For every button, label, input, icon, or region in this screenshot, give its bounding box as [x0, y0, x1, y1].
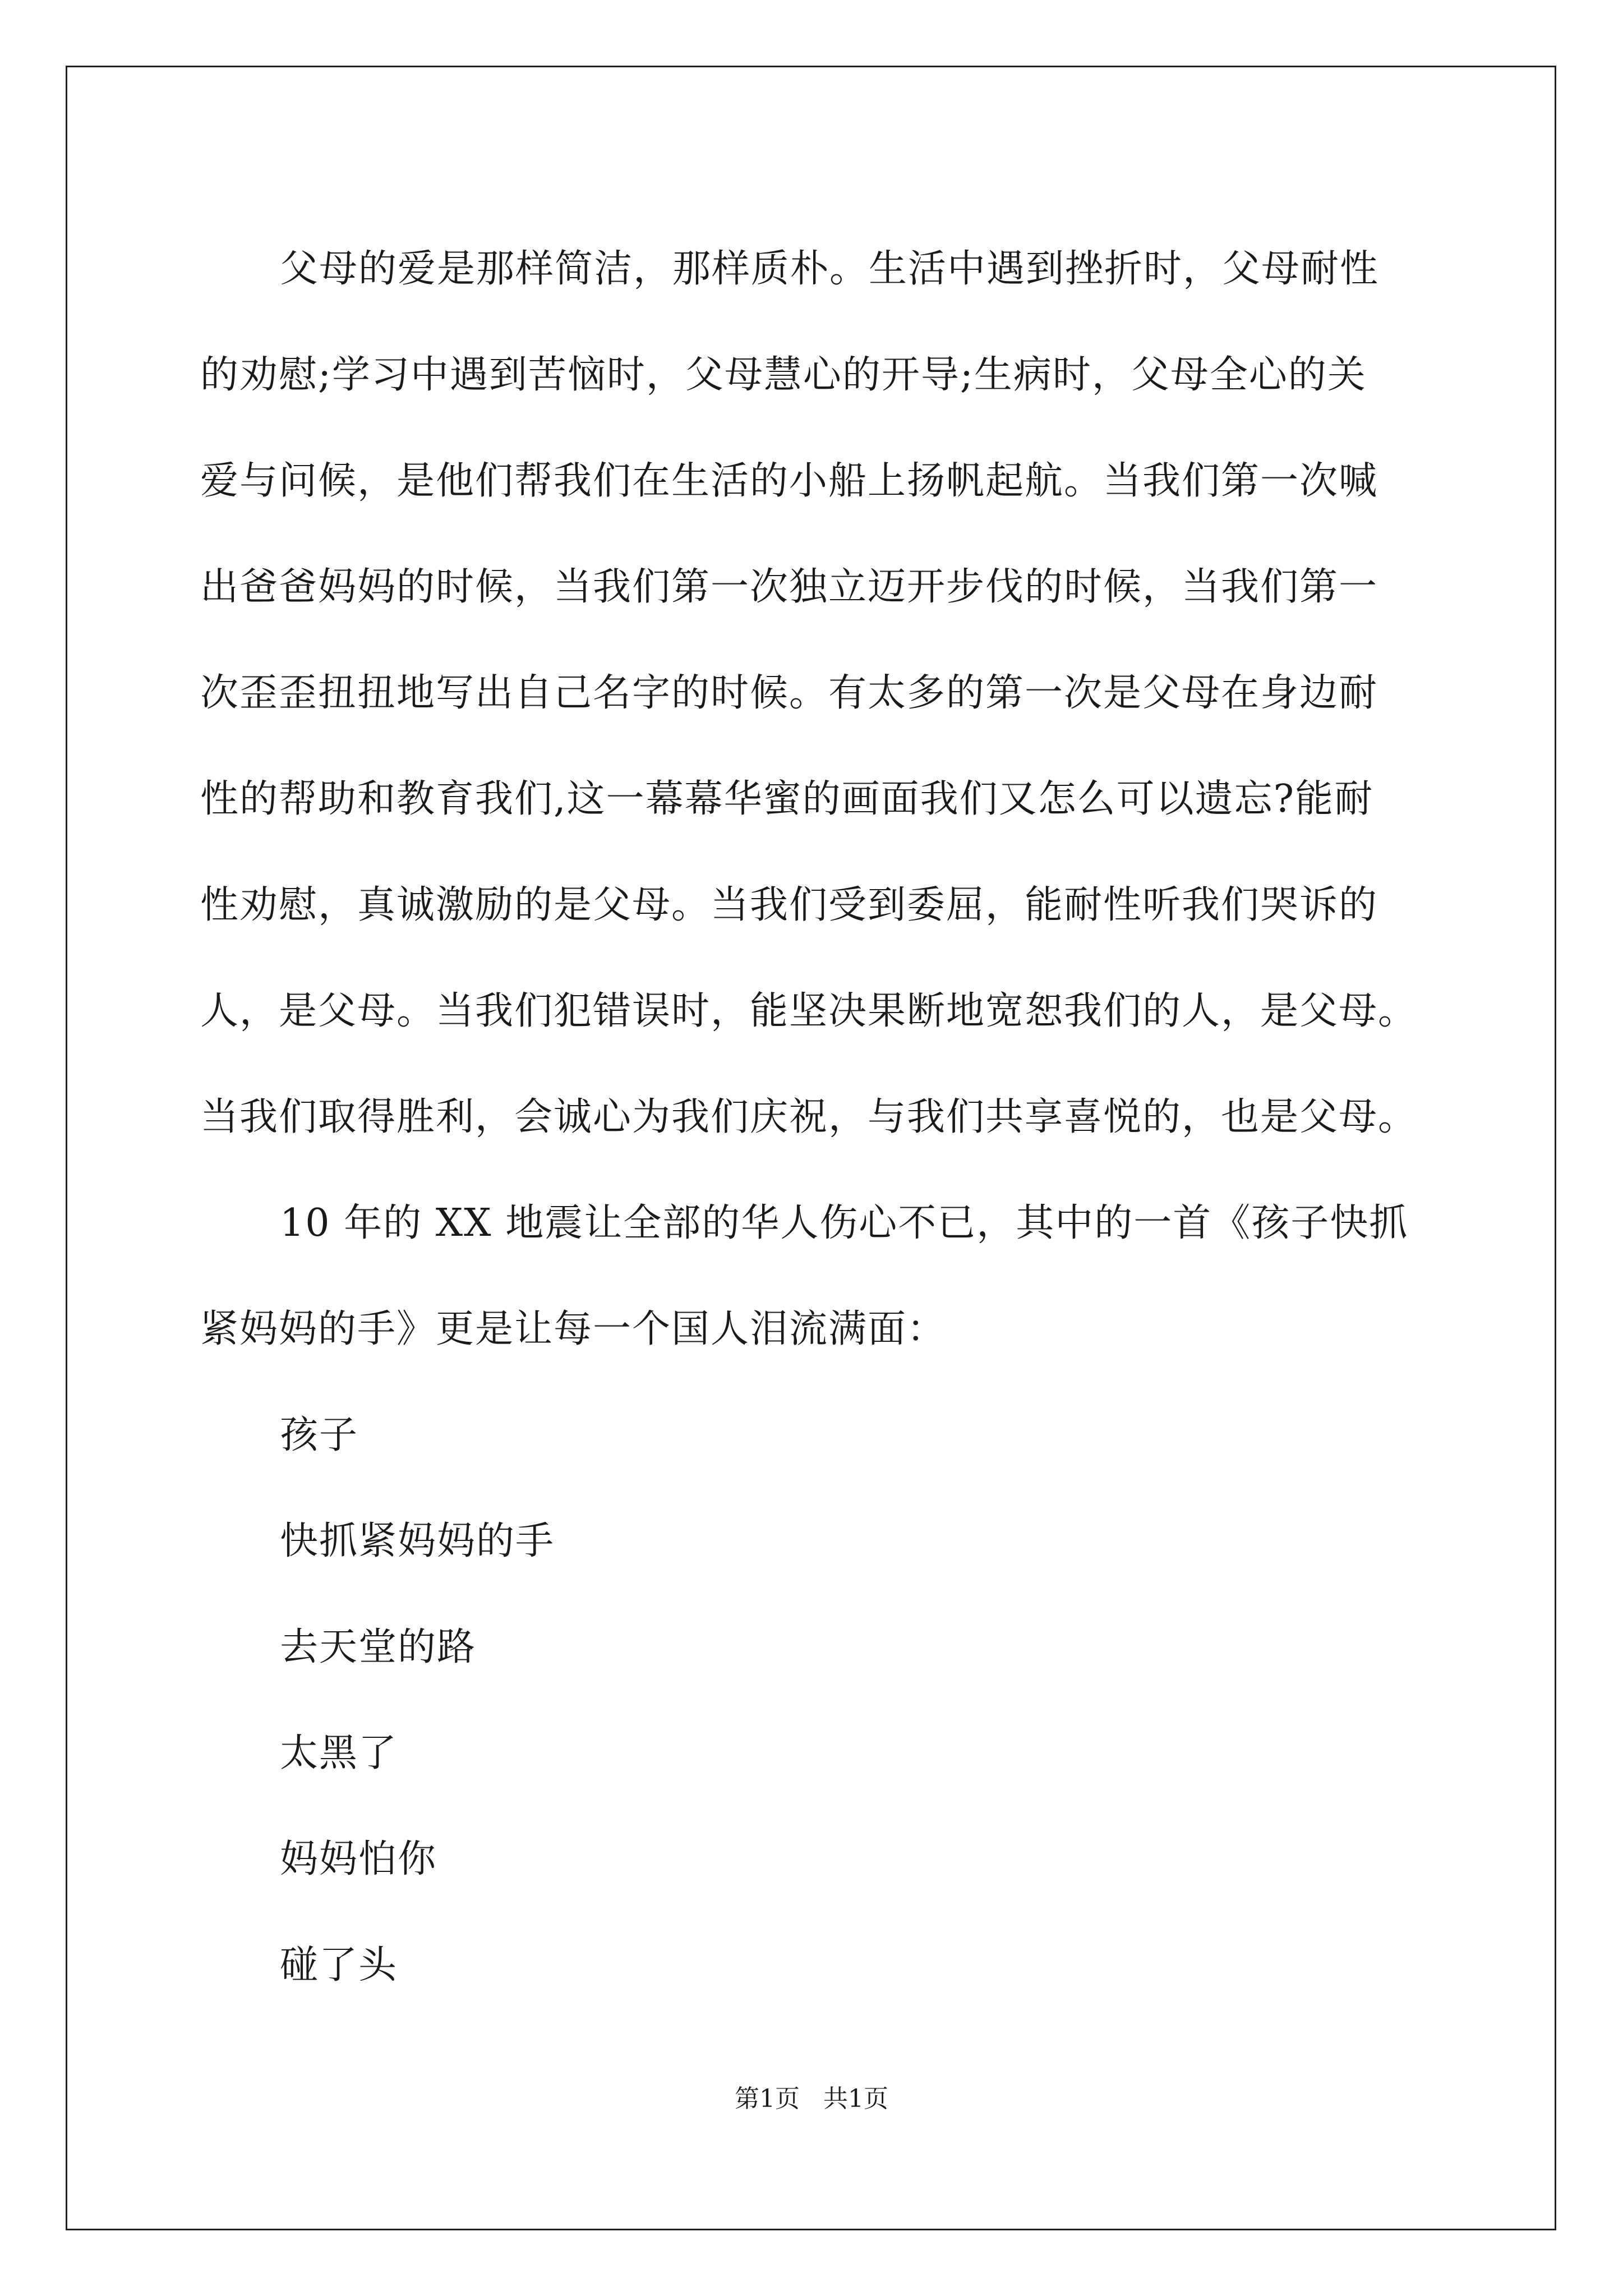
text-line: 10 年的 XX 地震让全部的华人伤心不已，其中的一首《孩子快抓 [280, 1201, 1409, 1245]
text-line: 性劝慰，真诚激励的是父母。当我们受到委屈，能耐性听我们哭诉的 [200, 883, 1378, 927]
document-body [200, 216, 1426, 2018]
poem-line: 孩子 [280, 1413, 359, 1457]
text-line: 爱与问候，是他们帮我们在生活的小船上扬帆起航。当我们第一次喊 [200, 459, 1378, 503]
poem-line: 快抓紧妈妈的手 [280, 1519, 555, 1563]
text-line: 次歪歪扭扭地写出自己名字的时候。有太多的第一次是父母在身边耐 [200, 671, 1378, 715]
text-line: 紧妈妈的手》更是让每一个国人泪流满面： [200, 1307, 947, 1351]
poem-line: 去天堂的路 [280, 1625, 477, 1669]
text-line: 父母的爱是那样简洁，那样质朴。生活中遇到挫折时，父母耐性 [280, 247, 1380, 291]
page-number-footer: 第1页 共1页 [735, 2085, 888, 2113]
text-line: 的劝慰;学习中遇到苦恼时，父母慧心的开导;生病时，父母全心的关 [200, 353, 1367, 397]
poem-line: 太黑了 [280, 1731, 398, 1775]
text-line: 当我们取得胜利，会诚心为我们庆祝，与我们共享喜悦的，也是父母。 [200, 1095, 1418, 1139]
text-line: 性的帮助和教育我们,这一幕幕华蜜的画面我们又怎么可以遗忘?能耐 [200, 777, 1374, 821]
text-line: 出爸爸妈妈的时候，当我们第一次独立迈开步伐的时候，当我们第一 [200, 565, 1378, 609]
text-line: 人，是父母。当我们犯错误时，能坚决果断地宽恕我们的人，是父母。 [200, 989, 1418, 1033]
poem-line: 碰了头 [280, 1943, 398, 1987]
poem-line: 妈妈怕你 [280, 1837, 437, 1881]
